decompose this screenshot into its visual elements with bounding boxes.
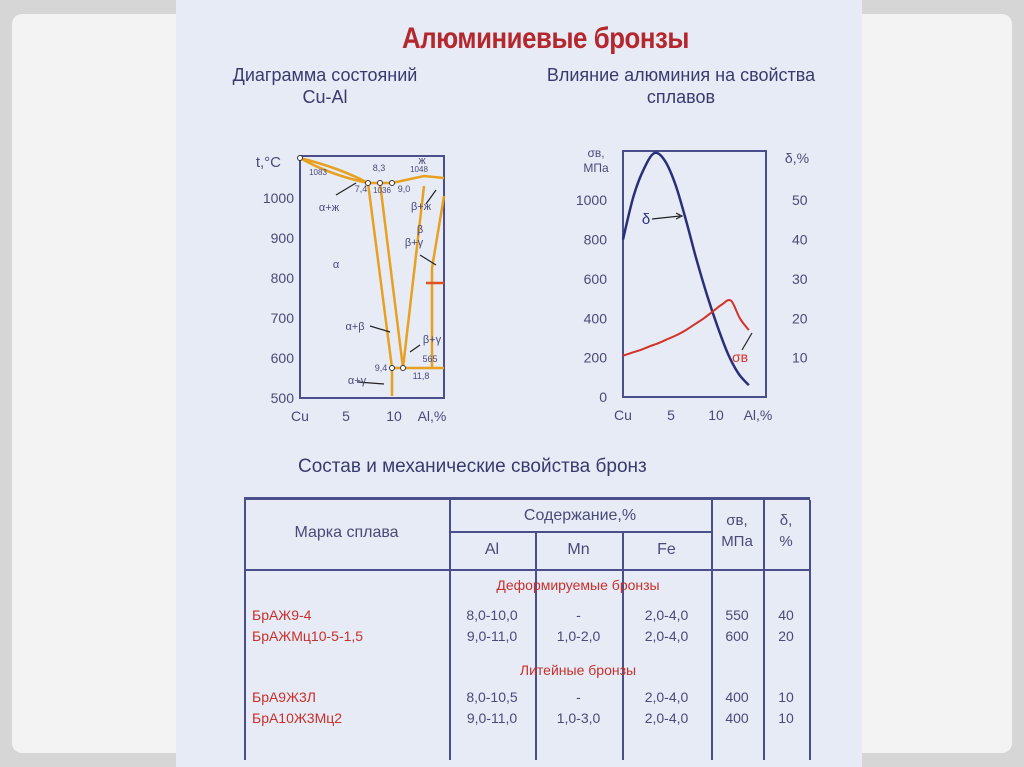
left-axis-tick: 1000 bbox=[575, 192, 607, 209]
left-axis-tick: 800 bbox=[583, 231, 607, 248]
group-title: Литейные бронзы bbox=[519, 662, 637, 678]
phase-label: 8,3 bbox=[372, 163, 386, 173]
right-axis-tick: 20 bbox=[792, 310, 808, 327]
phase-point bbox=[298, 156, 303, 161]
phase-label: 1083 bbox=[309, 168, 327, 177]
grade-cell: БрА9Ж3Л bbox=[252, 689, 316, 705]
phase-label: 9,4 bbox=[374, 363, 388, 373]
sigma-series-line bbox=[623, 300, 749, 356]
col-sigma-header bbox=[711, 510, 763, 552]
mn-cell: 1,0-3,0 bbox=[556, 710, 601, 726]
right-axis-ticks bbox=[792, 192, 808, 365]
left-axis-tick: 400 bbox=[583, 310, 607, 327]
grade-cell: БрАЖМц10-5-1,5 bbox=[252, 628, 364, 644]
right-margin bbox=[862, 0, 1024, 767]
left-margin bbox=[0, 0, 176, 767]
phase-label: 11,8 bbox=[412, 371, 430, 381]
delta-series-label: δ bbox=[641, 211, 651, 228]
phase-label: 7,4 bbox=[354, 184, 368, 194]
phase-y-tick: 1000 bbox=[262, 190, 294, 206]
phase-label: β+γ bbox=[404, 237, 424, 249]
properties-chart-heading bbox=[506, 64, 856, 108]
col-sigma-header-line2: МПа bbox=[721, 533, 753, 550]
right-axis-tick: 10 bbox=[792, 349, 808, 366]
delta-cell: 40 bbox=[778, 607, 794, 623]
phase-label: β+γ bbox=[422, 334, 442, 346]
fe-cell: 2,0-4,0 bbox=[644, 628, 689, 644]
properties-chart-heading-line1: Влияние алюминия на свойства bbox=[546, 65, 816, 85]
phase-y-tick: 500 bbox=[270, 390, 294, 406]
phase-x-tick: Cu bbox=[291, 408, 309, 424]
delta-cell: 10 bbox=[778, 710, 794, 726]
col-delta-header bbox=[763, 510, 809, 552]
col-fe-header: Fe bbox=[657, 541, 676, 558]
sigma-cell: 550 bbox=[725, 607, 749, 623]
phase-point bbox=[390, 366, 395, 371]
phase-label: ж bbox=[418, 155, 426, 167]
phase-y-tick: 900 bbox=[270, 230, 294, 246]
right-axis-tick: 30 bbox=[792, 270, 808, 287]
phase-y-label: t,°C bbox=[255, 154, 281, 171]
phase-diagram-heading bbox=[200, 64, 450, 108]
left-axis-label: МПа bbox=[583, 161, 609, 175]
fe-cell: 2,0-4,0 bbox=[644, 607, 689, 623]
prop-x-tick: Cu bbox=[614, 407, 632, 423]
slide-title: Алюминиевые бронзы bbox=[402, 22, 690, 55]
phase-y-tick: 700 bbox=[270, 310, 294, 326]
mn-cell: - bbox=[576, 607, 581, 623]
prop-x-tick: Al,% bbox=[743, 407, 773, 423]
phase-label: 1048 bbox=[410, 165, 428, 174]
right-axis-tick: 50 bbox=[792, 192, 808, 209]
phase-point bbox=[378, 181, 383, 186]
right-axis-label: δ,% bbox=[784, 150, 810, 166]
phase-point bbox=[390, 181, 395, 186]
arrow-b-g2 bbox=[410, 345, 420, 352]
left-axis-ticks bbox=[576, 192, 607, 405]
col-mn-header: Mn bbox=[567, 541, 590, 558]
fe-cell: 2,0-4,0 bbox=[644, 710, 689, 726]
sigma-cell: 600 bbox=[725, 628, 749, 644]
col-delta-header-line1: δ, bbox=[779, 512, 793, 529]
group-title: Деформируемые бронзы bbox=[496, 577, 660, 593]
phase-x-tick: Al,% bbox=[417, 408, 447, 424]
phase-diagram bbox=[244, 140, 464, 430]
grade-cell: БрАЖ9-4 bbox=[252, 607, 312, 623]
fe-cell: 2,0-4,0 bbox=[644, 689, 689, 705]
prop-x-tick: 5 bbox=[667, 407, 675, 423]
phase-label: α+γ bbox=[347, 375, 367, 387]
sigma-series-label: σв bbox=[731, 349, 749, 365]
sigma-arrow bbox=[742, 333, 752, 350]
sigma-cell: 400 bbox=[725, 689, 749, 705]
col-al-header: Al bbox=[484, 541, 500, 558]
phase-label: α+ж bbox=[318, 202, 340, 214]
properties-chart-heading-line2: сплавов bbox=[646, 87, 716, 107]
col-grade-header: Марка сплава bbox=[294, 524, 399, 541]
phase-label: α+β bbox=[345, 321, 365, 333]
alpha-beta-boundary bbox=[380, 183, 403, 368]
phase-label: β+ж bbox=[410, 201, 432, 213]
alloy-table bbox=[244, 497, 810, 760]
properties-chart bbox=[560, 135, 820, 435]
col-sep bbox=[809, 500, 811, 760]
phase-point bbox=[401, 366, 406, 371]
subheader-line bbox=[449, 531, 711, 533]
right-axis-tick: 40 bbox=[792, 231, 808, 248]
table-title: Состав и механические свойства бронз bbox=[298, 456, 647, 477]
mn-cell: 1,0-2,0 bbox=[556, 628, 601, 644]
phase-label: 9,0 bbox=[397, 184, 411, 194]
left-axis-tick: 600 bbox=[583, 270, 607, 287]
left-axis-label: σв, bbox=[587, 146, 605, 160]
phase-label: α bbox=[332, 259, 340, 271]
al-cell: 8,0-10,0 bbox=[466, 607, 518, 623]
phase-diagram-heading-line1: Диаграмма состояний bbox=[232, 65, 418, 85]
phase-x-tick: 10 bbox=[386, 408, 402, 424]
phase-label: β bbox=[416, 224, 424, 236]
grade-cell: БрА10Ж3Мц2 bbox=[252, 710, 343, 726]
col-delta-header-line2: % bbox=[779, 533, 793, 550]
phase-label: 1036 bbox=[373, 186, 391, 195]
delta-cell: 10 bbox=[778, 689, 794, 705]
al-cell: 9,0-11,0 bbox=[466, 628, 518, 644]
arrow-a-zh bbox=[336, 183, 356, 195]
al-cell: 9,0-11,0 bbox=[466, 710, 518, 726]
mn-cell: - bbox=[576, 689, 581, 705]
phase-diagram-heading-line2: Cu-Al bbox=[302, 87, 348, 107]
col-sigma-header-line1: σв, bbox=[726, 512, 748, 529]
alpha-boundary bbox=[368, 183, 392, 368]
header-bottom-line bbox=[244, 569, 810, 571]
al-cell: 8,0-10,5 bbox=[466, 689, 518, 705]
phase-x-tick: 5 bbox=[342, 408, 350, 424]
sigma-cell: 400 bbox=[725, 710, 749, 726]
beta-gamma-boundary bbox=[403, 186, 424, 368]
delta-cell: 20 bbox=[778, 628, 794, 644]
left-axis-tick: 0 bbox=[599, 389, 607, 405]
col-content-header: Содержание,% bbox=[523, 507, 637, 524]
phase-label: 565 bbox=[422, 354, 438, 364]
phase-y-tick: 600 bbox=[270, 350, 294, 366]
left-axis-tick: 200 bbox=[583, 349, 607, 366]
phase-y-tick: 800 bbox=[270, 270, 294, 286]
prop-x-tick: 10 bbox=[708, 407, 724, 423]
